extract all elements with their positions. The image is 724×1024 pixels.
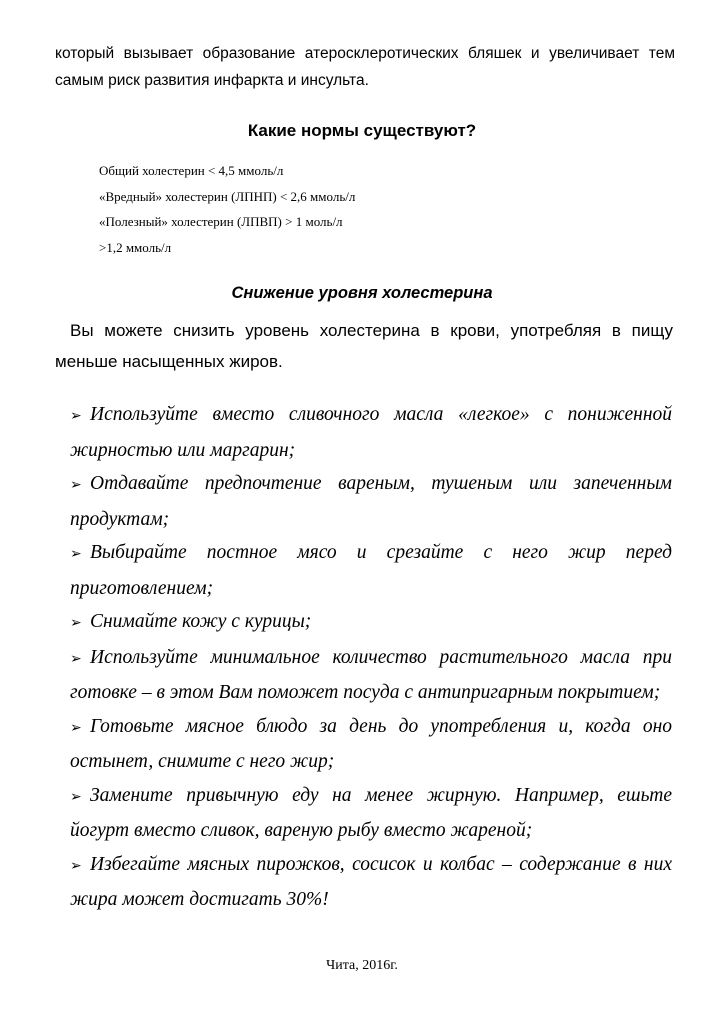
arrow-bullet-icon: ➢ — [70, 409, 82, 424]
arrow-bullet-icon: ➢ — [70, 547, 82, 562]
arrow-bullet-icon: ➢ — [70, 616, 82, 631]
list-item — [70, 848, 672, 917]
norm-item: «Вредный» холестерин (ЛПНП) < 2,6 ммоль/л — [99, 188, 356, 204]
norm-item: >1,2 ммоль/л — [99, 239, 172, 255]
tip-text: Готовьте мясное блюдо за день до употребления и, когда оно остынет, снимите с него жир; — [70, 715, 672, 772]
norms-heading: Какие нормы существуют? — [247, 121, 477, 140]
tip-text: Используйте вместо сливочного масла «легкое» с пониженной жирностью или маргарин; — [70, 404, 672, 461]
list-item — [70, 710, 672, 779]
reduction-paragraph: Вы можете снизить уровень холестерина в крови, употребляя в пищу меньше насыщенных жиров. — [55, 321, 673, 371]
intro-text: который вызывает образование атеросклеротических бляшек и увеличивает тем самым риск развития инфаркта и инсульта. — [55, 45, 675, 89]
arrow-bullet-icon: ➢ — [70, 651, 82, 667]
list-item — [70, 641, 672, 710]
norms-list — [99, 158, 355, 260]
norm-item: «Полезный» холестерин (ЛПВП) > 1 моль/л — [99, 214, 343, 229]
list-item — [70, 536, 672, 605]
reduction-heading: Снижение уровня холестерина — [231, 284, 493, 302]
tip-text: Замените привычную еду на менее жирную. Например, ешьте йогурт вместо сливок, вареную рыбу вместо жареной; — [70, 784, 672, 841]
tip-text: Избегайте мясных пирожков, сосисок и колбас – содержание в них жира может достигать 30%! — [70, 853, 672, 910]
norm-item: Общий холестерин < 4,5 ммоль/л — [99, 163, 284, 178]
arrow-bullet-icon: ➢ — [70, 789, 82, 805]
tip-text: Отдавайте предпочтение вареным, тушеным или запеченным продуктам; — [70, 473, 672, 530]
list-item — [70, 398, 672, 467]
list-item — [70, 467, 672, 536]
footer-city-year: Чита, 2016г. — [326, 958, 398, 973]
arrow-bullet-icon: ➢ — [70, 858, 82, 874]
arrow-bullet-icon: ➢ — [70, 478, 82, 493]
tip-text: Выбирайте постное мясо и срезайте с него жир перед приготовлением; — [70, 542, 672, 599]
tip-text: Снимайте кожу с курицы; — [90, 611, 312, 632]
list-item — [70, 605, 672, 641]
list-item — [70, 779, 672, 848]
arrow-bullet-icon: ➢ — [70, 720, 82, 736]
tip-text: Используйте минимальное количество растительного масла при готовке – в этом Вам поможет посуда с антипригарным покрытием; — [70, 646, 672, 703]
tips-list — [70, 398, 672, 917]
